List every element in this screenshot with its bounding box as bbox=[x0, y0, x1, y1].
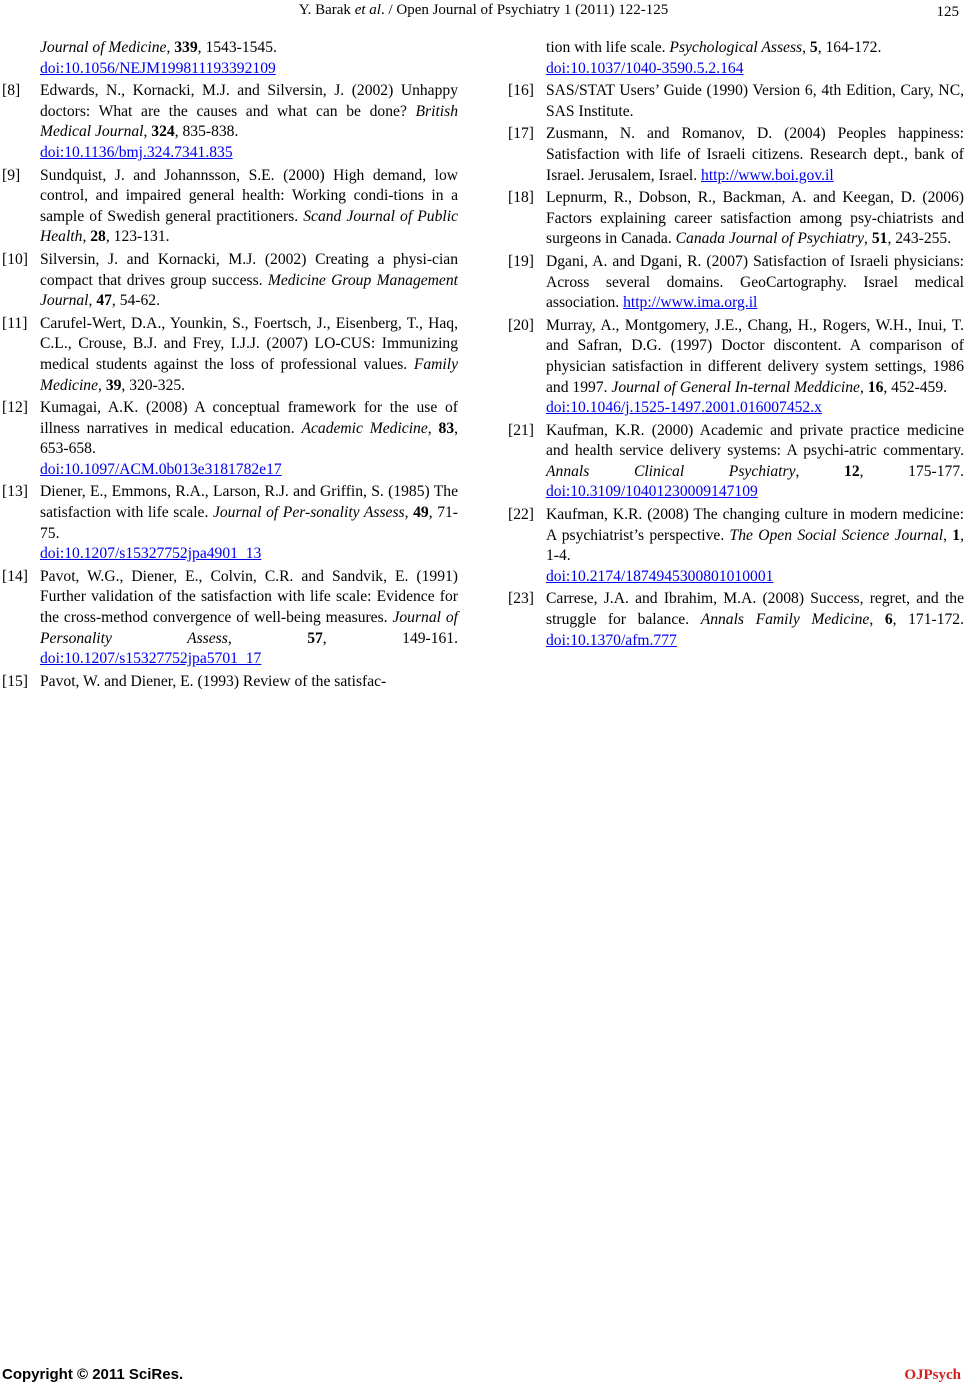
reference-number: [12] bbox=[2, 399, 28, 417]
doi-link[interactable]: doi:10.2174/1874945300801010001 bbox=[546, 567, 774, 585]
volume: 83 bbox=[438, 419, 455, 437]
pages: , 835-838. bbox=[174, 123, 239, 141]
reference-number: [11] bbox=[2, 314, 28, 332]
reference-entry: [8] Edwards, N., Kornacki, M.J. and Silversin, J. (2002) Unhappy doctors: What are the causes and what can be done? British Medical Journal, 324, 835-838. doi:10.1136/bmj.324.7341.835 bbox=[40, 81, 458, 163]
pages: , 171-172. bbox=[892, 611, 964, 629]
running-head bbox=[0, 0, 967, 22]
pages: , 1-4. bbox=[546, 526, 964, 565]
reference-text: Carufel-Wert, D.A., Younkin, S., Foertsch, J., Eisenberg, T., Haq, C.L., Crouse, B.J. and Frey, I.J.J. (2007) LO-CUS: Immunizing medical students against the loss of professional values. bbox=[40, 314, 458, 373]
volume: 16 bbox=[867, 378, 884, 396]
pages: , 123-131. bbox=[105, 228, 170, 246]
reference-entry: [10] Silversin, J. and Kornacki, M.J. (2002) Creating a physi-cian compact that drives group success. Medicine Group Management Journal, 47, 54-62. bbox=[2, 250, 458, 310]
reference-entry: [14] Pavot, W.G., Diener, E., Colvin, C.R. and Sandvik, E. (1991) Further validation of the satisfaction with life scale: Evidence for the cross-method convergence of well-being measures. Journal of Personality Assess, 57, 149-161. doi:10.1207/s15327752jpa5701_17 bbox=[2, 567, 459, 668]
reference-number: [10] bbox=[2, 250, 28, 268]
pages: , 452-459. bbox=[883, 378, 948, 396]
doi-link[interactable]: doi:10.1097/ACM.0b013e3181782e17 bbox=[40, 460, 282, 478]
reference-text: Diener, E., Emmons, R.A., Larson, R.J. and Griffin, S. (1985) The satisfaction with life scale. bbox=[40, 483, 458, 522]
page-number: 125 bbox=[936, 4, 959, 20]
reference-number: [20] bbox=[508, 316, 534, 334]
reference-number: [17] bbox=[508, 125, 534, 143]
volume: 6 bbox=[884, 611, 893, 629]
url-link[interactable]: http://www.boi.gov.il bbox=[701, 166, 834, 184]
reference-entry: [22] Kaufman, K.R. (2008) The changing culture in modern medicine: A psychiatrist’s perspective. The Open Social Science Journal, 1, 1-4. doi:10.2174/1874945300801010001 bbox=[546, 505, 964, 587]
doi-link[interactable]: doi:10.1056/NEJM199811193392109 bbox=[40, 59, 276, 77]
reference-entry: [13] Diener, E., Emmons, R.A., Larson, R.J. and Griffin, S. (1985) The satisfaction with life scale. Journal of Per-sonality Assess, 49, 71-75. doi:10.1207/s15327752jpa4901_13 bbox=[40, 482, 458, 564]
reference-number: [16] bbox=[508, 82, 534, 100]
journal-name: Scand Journal of Public Health bbox=[40, 207, 458, 246]
reference-entry bbox=[508, 124, 964, 186]
reference-text: SAS/STAT Users’ Guide (1990) Version 6, 4th Edition, Cary, NC, SAS Institute. bbox=[546, 82, 964, 120]
reference-text: Carrese, J.A. and Ibrahim, M.A. (2008) Success, regret, and the struggle for balance. bbox=[546, 590, 964, 629]
journal-name: Annals Clinical Psychiatry bbox=[546, 462, 796, 480]
volume: 39 bbox=[105, 376, 122, 394]
pages: , 54-62. bbox=[111, 292, 160, 310]
reference-text: Pavot, W.G., Diener, E., Colvin, C.R. and Sandvik, E. (1991) Further validation of the satisfaction with life scale: Evidence for the cross-method convergence of well-being measures. bbox=[40, 567, 458, 627]
journal-name: Academic Medicine bbox=[301, 419, 428, 437]
doi-link[interactable]: doi:10.1207/s15327752jpa4901_13 bbox=[40, 545, 262, 563]
journal-name: Annals Family Medicine bbox=[700, 611, 870, 629]
reference-number: [8] bbox=[2, 82, 21, 100]
journal-name: The Open Social Science Journal bbox=[729, 526, 944, 544]
reference-number: [19] bbox=[508, 252, 534, 270]
volume: 57 bbox=[307, 629, 323, 647]
reference-number: [14] bbox=[2, 567, 28, 585]
reference-text: Lepnurm, R., Dobson, R., Backman, A. and Keegan, D. (2006) Factors explaining career satisfaction among psy-chiatrists and surgeons in Canada. bbox=[546, 189, 964, 248]
pages: , 149-161. bbox=[322, 629, 459, 647]
reference-entry: [11] Carufel-Wert, D.A., Younkin, S., Foertsch, J., Eisenberg, T., Haq, C.L., Crouse, B.J. and Frey, I.J.J. (2007) LO-CUS: Immunizing medical students against the loss of professional values. Family Medicine, 39, 320-325. bbox=[2, 314, 458, 394]
doi-link[interactable]: doi:10.1136/bmj.324.7341.835 bbox=[40, 143, 233, 161]
reference-text: Kaufman, K.R. (2008) The changing culture in modern medicine: A psychiatrist’s perspective. bbox=[546, 506, 964, 544]
reference-entry: [21] Kaufman, K.R. (2000) Academic and private practice medicine and health service delivery systems: A psychi-atric commentary. Annals Clinical Psychiatry, 12, 175-177. doi:10.3109/10401230009147109 bbox=[508, 421, 965, 501]
reference-text: Sundquist, J. and Johannsson, S.E. (2000) High demand, low control, and impaired general health: Working condi-tions in a sample of Swedish general practitioners. bbox=[40, 166, 458, 225]
reference-text: Kumagai, A.K. (2008) A conceptual framework for the use of illness narratives in medical education. bbox=[40, 399, 458, 437]
reference-text: Murray, A., Montgomery, J.E., Chang, H., Rogers, W.H., Inui, T. and Safran, D.G. (1997) Doctor discontent. A comparison of physician satisfaction in different delivery system settings, 1986 and 1997. bbox=[546, 316, 964, 396]
reference-text: Dgani, A. and Dgani, R. (2007) Satisfaction of Israeli physicians: Across several domains. GeoCartography. Israel medical association. bbox=[546, 252, 964, 312]
volume: 51 bbox=[871, 230, 888, 248]
running-title: Y. Barak et al. / Open Journal of Psychiatry 1 (2011) 122-125 bbox=[298, 2, 669, 18]
reference-number: [18] bbox=[508, 189, 534, 207]
volume: 28 bbox=[90, 228, 106, 246]
reference-entry: [20] Murray, A., Montgomery, J.E., Chang, H., Rogers, W.H., Inui, T. and Safran, D.G. (1997) Doctor discontent. A comparison of physician satisfaction in different delivery system settings, 1986 and 1997. Journal of General In-ternal Meddicine, 16, 452-459. doi:10.1046/j.1525-1497.2001.016007452.x bbox=[546, 316, 964, 419]
volume: 49 bbox=[413, 504, 429, 522]
reference-entry: [23] Carrese, J.A. and Ibrahim, M.A. (2008) Success, regret, and the struggle for balance. Annals Family Medicine, 6, 171-172. doi:10.1370/afm.777 bbox=[508, 590, 964, 649]
reference-entry bbox=[2, 672, 458, 693]
copyright-notice: Copyright © 2011 SciRes. bbox=[2, 1366, 184, 1383]
journal-name: Canada Journal of Psychiatry bbox=[675, 230, 865, 248]
reference-number: [21] bbox=[508, 421, 534, 439]
journal-name: Family Medicine bbox=[40, 355, 458, 394]
pages: , 175-177. bbox=[859, 462, 965, 480]
volume: 12 bbox=[844, 462, 860, 480]
pages: , 653-658. bbox=[40, 419, 459, 458]
doi-link[interactable]: doi:10.1207/s15327752jpa5701_17 bbox=[40, 650, 262, 668]
reference-entry: [12] Kumagai, A.K. (2008) A conceptual framework for the use of illness narratives in medical education. Academic Medicine, 83, 653-658. doi:10.1097/ACM.0b013e3181782e17 bbox=[40, 398, 458, 480]
journal-name: Journal of Per-sonality Assess bbox=[212, 504, 405, 522]
reference-continuation: Journal of Medicine, 339, 1543-1545. doi:10.1056/NEJM199811193392109 bbox=[40, 38, 458, 79]
reference-continuation: tion with life scale. Psychological Assess, 5, 164-172. doi:10.1037/1040-3590.5.2.164 bbox=[546, 38, 964, 79]
reference-number: [9] bbox=[2, 166, 21, 184]
pages: , 320-325. bbox=[121, 376, 186, 394]
reference-number: [23] bbox=[508, 590, 534, 608]
journal-abbreviation: OJPsych bbox=[904, 1367, 961, 1383]
doi-link[interactable]: doi:10.3109/10401230009147109 bbox=[546, 483, 758, 501]
journal-name: Medicine Group Management Journal bbox=[40, 271, 458, 310]
journal-name: Journal of Personality Assess bbox=[40, 609, 458, 647]
doi-link[interactable]: doi:10.1046/j.1525-1497.2001.016007452.x bbox=[546, 399, 822, 417]
reference-entry bbox=[508, 81, 964, 122]
pages: , 71-75. bbox=[40, 504, 458, 542]
reference-number: [13] bbox=[2, 483, 28, 501]
journal-name: Journal of General In-ternal Meddicine bbox=[611, 378, 860, 396]
right-column bbox=[508, 38, 965, 653]
reference-number: [15] bbox=[2, 672, 28, 690]
reference-entry: [18] Lepnurm, R., Dobson, R., Backman, A. and Keegan, D. (2006) Factors explaining career satisfaction among psy-chiatrists and surgeons in Canada. Canada Journal of Psychiatry, 51, 243-255. bbox=[508, 189, 964, 248]
reference-number: [22] bbox=[508, 506, 534, 524]
url-link[interactable]: http://www.ima.org.il bbox=[623, 294, 758, 312]
volume: 324 bbox=[151, 123, 175, 141]
reference-entry: [9] Sundquist, J. and Johannsson, S.E. (2000) High demand, low control, and impaired general health: Working condi-tions in a sample of Swedish general practitioners. Scand Journal of Public Health, 28, 123-131. bbox=[2, 166, 458, 246]
journal-name: British Medical Journal bbox=[40, 102, 458, 141]
left-column bbox=[2, 38, 459, 694]
reference-text: Pavot, W. and Diener, E. (1993) Review of the satisfac- bbox=[40, 672, 387, 690]
volume: 1 bbox=[952, 526, 961, 544]
pages: , 243-255. bbox=[887, 230, 952, 248]
reference-text: Kaufman, K.R. (2000) Academic and private practice medicine and health service delivery systems: A psychi-atric commentary. bbox=[546, 421, 964, 460]
reference-text: Silversin, J. and Kornacki, M.J. (2002) Creating a physi-cian compact that drives group success. bbox=[40, 250, 458, 289]
reference-text: Zusmann, N. and Romanov, D. (2004) Peoples happiness: Satisfaction with life of Israeli citizens. Research dept., bank of Israel. Jerusalem, Israel. bbox=[546, 125, 964, 184]
doi-link[interactable]: doi:10.1037/1040-3590.5.2.164 bbox=[546, 59, 744, 77]
reference-entry bbox=[508, 252, 964, 314]
volume: 47 bbox=[96, 292, 112, 310]
reference-text: Edwards, N., Kornacki, M.J. and Silversin, J. (2002) Unhappy doctors: What are the causes and what can be done? bbox=[40, 82, 458, 120]
doi-link[interactable]: doi:10.1370/afm.777 bbox=[546, 631, 677, 649]
